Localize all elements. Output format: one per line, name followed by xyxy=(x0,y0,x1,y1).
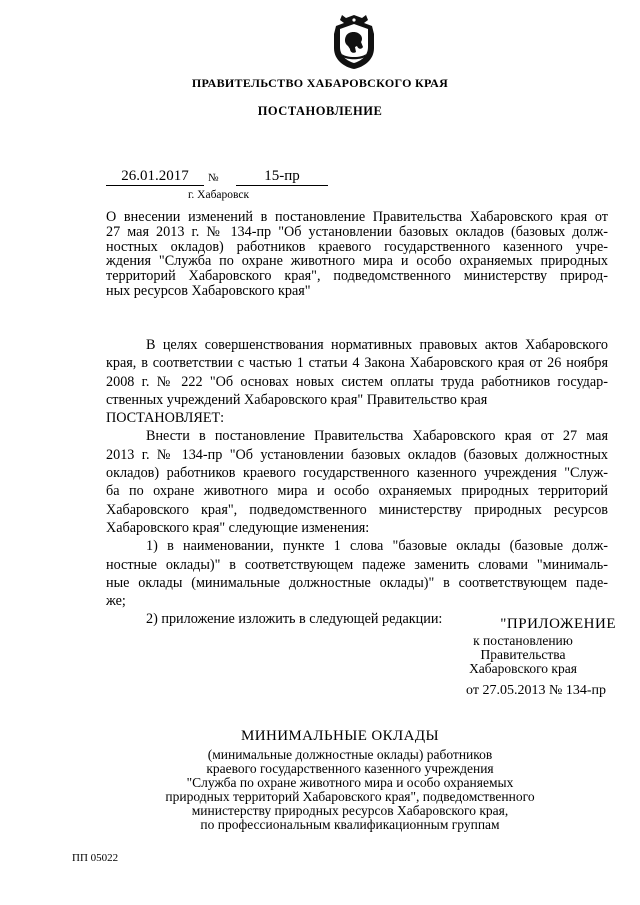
body-line: 2) приложение изложить в следующей редакции: xyxy=(146,611,443,628)
subtitle-line: природных территорий Хабаровского края", подведомственного xyxy=(165,789,535,804)
appendix-heading: "ПРИЛОЖЕНИЕ xyxy=(500,616,616,632)
body-line: 2013 г. № 134-пр "Об установлении базовых окладов (базовых должностных xyxy=(106,446,608,463)
decree-date: 26.01.2017 xyxy=(106,168,204,186)
body-line: 2008 г. № 222 "Об основах новых систем оплаты труда работников государ- xyxy=(106,373,608,390)
appendix-line: Правительства xyxy=(480,647,566,662)
body-line: ностные оклады)" в соответствующем падеже заменить словами "минималь- xyxy=(106,556,608,573)
decree-body xyxy=(106,336,608,629)
body-line: Внести в постановление Правительства Хабаровского края от 27 мая xyxy=(146,428,608,445)
body-line: ба по охране животного мира и особо охраняемых природных территорий xyxy=(106,483,608,500)
appendix-reference: от 27.05.2013 № 134-пр xyxy=(466,683,606,698)
title-line: 27 мая 2013 г. № 134-пр "Об установлении базовых окладов (базовых долж- xyxy=(106,223,608,240)
coat-of-arms-emblem xyxy=(332,14,376,70)
appendix-caption xyxy=(430,634,616,676)
subtitle-line: по профессиональным квалификационным группам xyxy=(200,817,500,832)
city: г. Хабаровск xyxy=(188,189,250,201)
body-line: ственных учреждений Хабаровского края" Правительство края xyxy=(106,391,488,408)
title-line: О внесении изменений в постановление Правительства Хабаровского края от xyxy=(106,209,608,225)
body-line: ные оклады (минимальные должностные оклады)" в соответствующем паде- xyxy=(106,574,608,591)
document-code: ПП 05022 xyxy=(72,852,119,864)
body-line: В целях совершенствования нормативных правовых актов Хабаровского xyxy=(146,337,608,353)
title-line: ных ресурсов Хабаровского края" xyxy=(106,282,311,299)
body-line: Хабаровского края", подведомственного министерству природных ресурсов xyxy=(106,501,608,518)
body-line: же; xyxy=(106,593,126,610)
subtitle-line: министерству природных ресурсов Хабаровского края, xyxy=(191,803,509,818)
title-line: ностных окладов) работников краевого государственного казенного учре- xyxy=(106,238,608,255)
body-line: окладов) работников краевого государственного казенного учреждения "Служ- xyxy=(106,465,608,482)
bear-icon xyxy=(334,15,374,69)
government-name: ПРАВИТЕЛЬСТВО ХАБАРОВСКОГО КРАЯ xyxy=(191,76,449,90)
title-line: ждения "Служба по охране животного мира и особо охраняемых природных xyxy=(106,253,608,270)
decree-title xyxy=(106,210,608,299)
body-line: Хабаровского края" следующие изменения: xyxy=(106,519,370,536)
appendix-line: к постановлению xyxy=(473,633,573,648)
min-salaries-title: МИНИМАЛЬНЫЕ ОКЛАДЫ xyxy=(241,728,439,744)
min-salaries-subtitle xyxy=(0,748,640,832)
subtitle-line: краевого государственного казенного учреждения xyxy=(206,761,494,776)
body-line: края, в соответствии с частью 1 статьи 4 Закона Хабаровского края от 26 ноября xyxy=(106,355,608,372)
body-line: 1) в наименовании, пункте 1 слова "базовые оклады (базовые долж- xyxy=(146,538,608,555)
subtitle-line: "Служба по охране животного мира и особо охраняемых xyxy=(186,775,514,790)
number-sign: № xyxy=(208,172,219,184)
document-type: ПОСТАНОВЛЕНИЕ xyxy=(257,104,383,118)
resolve-word: ПОСТАНОВЛЯЕТ: xyxy=(106,410,225,427)
decree-number: 15-пр xyxy=(236,168,328,186)
title-line: территорий Хабаровского края", подведомственного министерству природ- xyxy=(106,268,608,285)
subtitle-line: (минимальные должностные оклады) работников xyxy=(207,747,493,762)
appendix-line: Хабаровского края xyxy=(469,661,577,676)
